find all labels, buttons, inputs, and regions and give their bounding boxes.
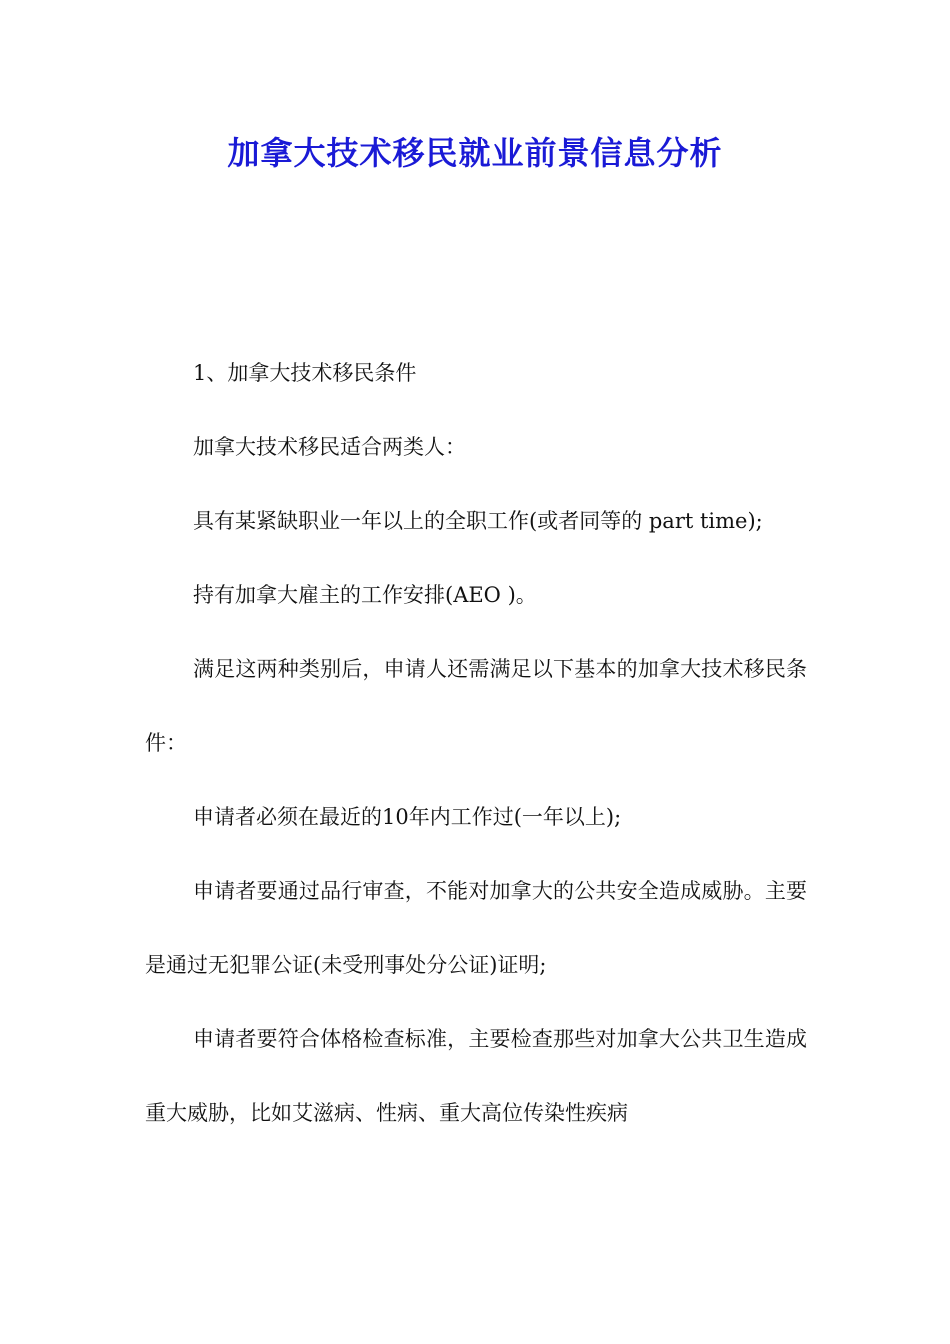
- paragraph-3: 具有某紧缺职业一年以上的全职工作(或者同等的 part time);: [193, 509, 763, 533]
- paragraph-2: 加拿大技术移民适合两类人：: [193, 435, 466, 459]
- paragraph-4: 持有加拿大雇主的工作安排(AEO )。: [193, 583, 537, 607]
- paragraph-7: 申请者要通过品行审查，不能对加拿大的公共安全造成威胁。主要是通过无犯罪公证(未受刑事处分公证)证明;: [145, 879, 807, 977]
- paragraph-5: 满足这两种类别后，申请人还需满足以下基本的加拿大技术移民条件：: [145, 657, 807, 755]
- paragraph-8: 申请者要符合体格检查标准，主要检查那些对加拿大公共卫生造成重大威胁，比如艾滋病、性病、重大高位传染性疾病: [145, 1027, 807, 1125]
- paragraph-1: 1、加拿大技术移民条件: [193, 361, 417, 385]
- document-body: [145, 336, 807, 1150]
- document-title: 加拿大技术移民就业前景信息分析: [227, 134, 723, 172]
- paragraph-6: 申请者必须在最近的10年内工作过(一年以上);: [193, 805, 622, 829]
